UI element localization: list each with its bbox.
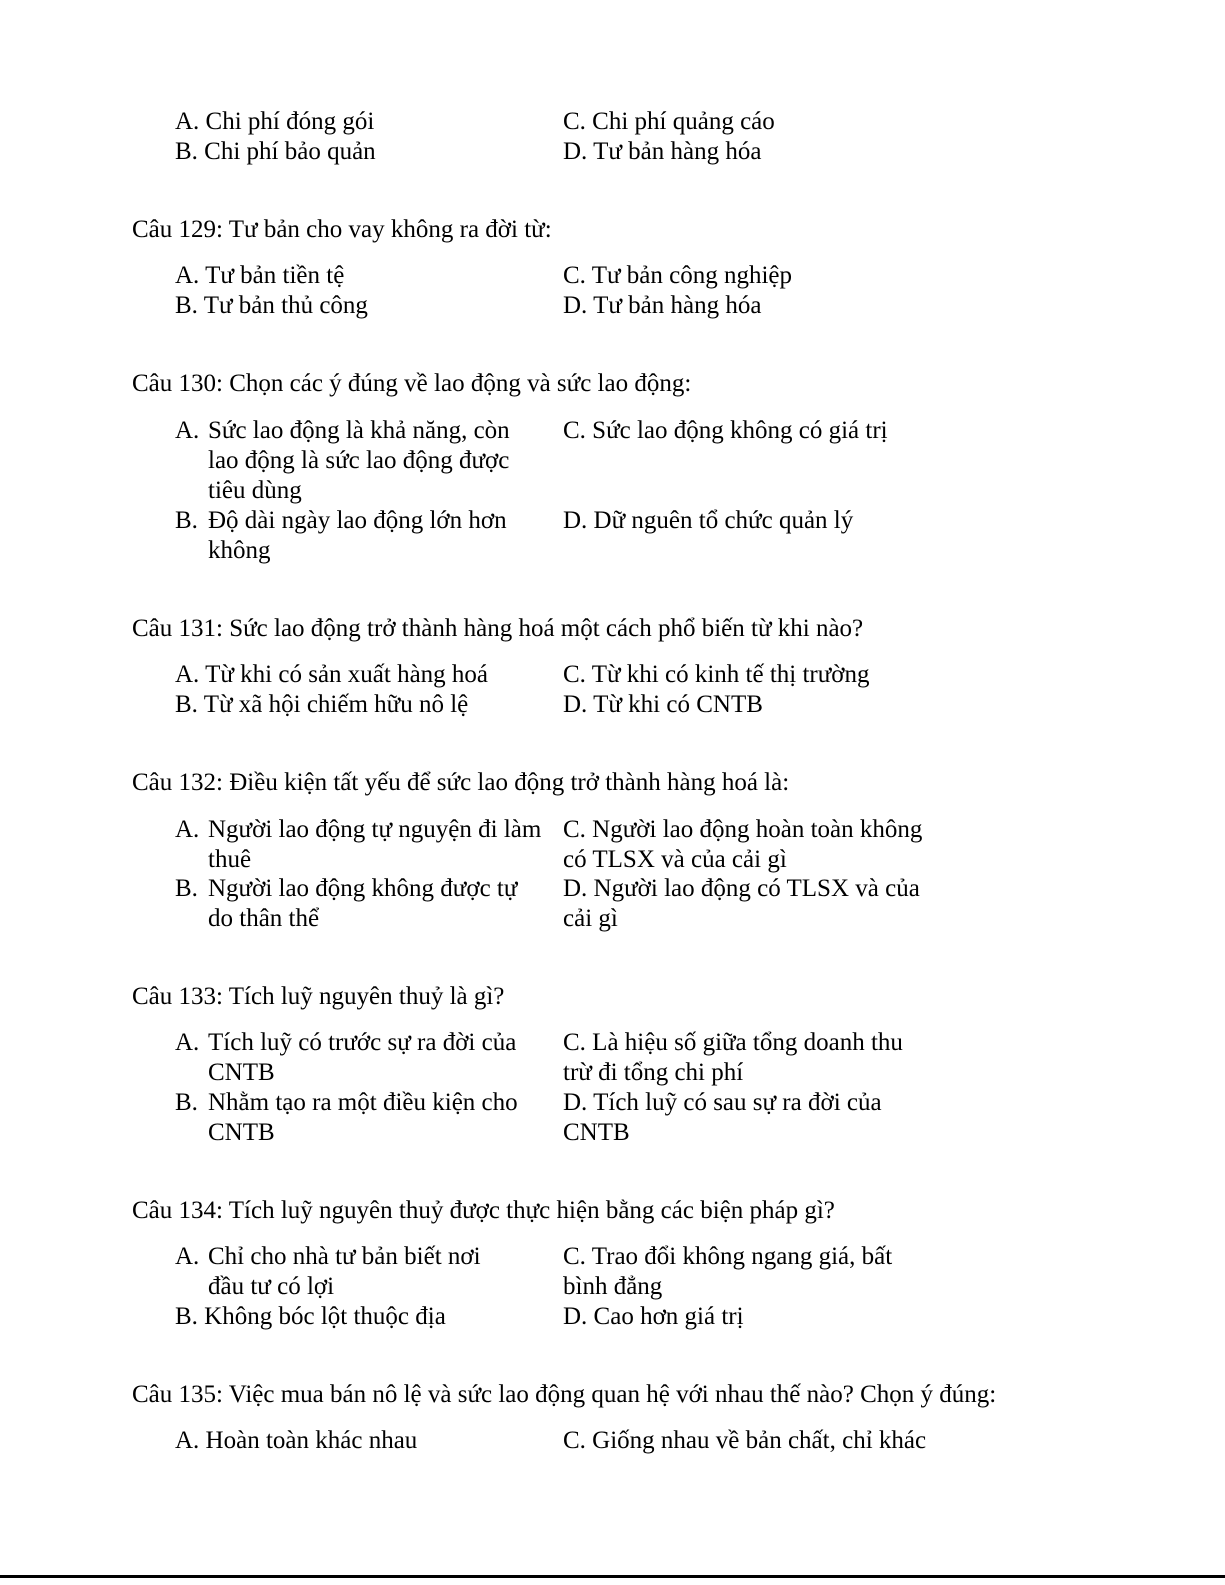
option-letter: A. <box>175 816 200 843</box>
option-a: A. Hoàn toàn khác nhau <box>175 1427 418 1454</box>
question-text: Câu 133: Tích luỹ nguyên thuỷ là gì? <box>132 983 505 1010</box>
option-letter: A. <box>175 1243 200 1270</box>
option-d: D. Từ khi có CNTB <box>563 691 763 718</box>
option-c: C. Sức lao động không có giá trị <box>563 417 888 444</box>
option-text: Người lao động tự nguyện đi làm thuê <box>208 816 542 873</box>
option-text: Chỉ cho nhà tư bản biết nơi đầu tư có lợi <box>208 1243 481 1300</box>
option-text: Sức lao động là khả năng, còn lao động là sức lao động được tiêu dùng <box>208 417 510 504</box>
option-a <box>175 416 527 506</box>
option-letter: B. <box>175 1089 198 1116</box>
option-a <box>175 815 545 875</box>
option-b: B. Chi phí bảo quản <box>175 138 376 165</box>
option-letter: A. <box>175 1029 200 1056</box>
option-a: A. Chi phí đóng gói <box>175 108 375 135</box>
option-text: Tích luỹ có trước sự ra đời của CNTB <box>208 1029 517 1086</box>
option-letter: A. <box>175 417 200 444</box>
option-d: D. Người lao động có TLSX và của cải gì <box>563 875 920 932</box>
question-text: Câu 135: Việc mua bán nô lệ và sức lao động quan hệ với nhau thế nào? Chọn ý đúng: <box>132 1381 997 1408</box>
option-c: C. Trao đổi không ngang giá, bất bình đẳng <box>563 1243 893 1300</box>
option-d: D. Tích luỹ có sau sự ra đời của CNTB <box>563 1089 882 1146</box>
option-b: B. Tư bản thủ công <box>175 292 368 319</box>
option-b <box>175 1088 545 1148</box>
question-text: Câu 130: Chọn các ý đúng về lao động và sức lao động: <box>132 370 692 397</box>
option-a: A. Từ khi có sản xuất hàng hoá <box>175 661 489 688</box>
question-text: Câu 131: Sức lao động trở thành hàng hoá một cách phổ biến từ khi nào? <box>132 615 864 642</box>
option-letter: B. <box>175 875 198 902</box>
option-b <box>175 874 545 934</box>
option-text: Người lao động không được tự do thân thể <box>208 875 518 932</box>
option-text: Độ dài ngày lao động lớn hơn không <box>208 507 507 564</box>
option-letter: B. <box>175 507 198 534</box>
option-b: B. Từ xã hội chiếm hữu nô lệ <box>175 691 469 718</box>
option-b <box>175 506 527 566</box>
page-bottom-rule <box>0 1575 1225 1578</box>
question-text: Câu 132: Điều kiện tất yếu để sức lao động trở thành hàng hoá là: <box>132 769 790 796</box>
option-b: B. Không bóc lột thuộc địa <box>175 1303 446 1330</box>
option-d: D. Tư bản hàng hóa <box>563 138 762 165</box>
option-c: C. Người lao động hoàn toàn không có TLSX và của cải gì <box>563 816 923 873</box>
option-d: D. Dữ nguên tổ chức quản lý <box>563 507 854 534</box>
option-c: C. Chi phí quảng cáo <box>563 108 775 135</box>
option-d: D. Cao hơn giá trị <box>563 1303 744 1330</box>
option-a: A. Tư bản tiền tệ <box>175 262 345 289</box>
option-a <box>175 1242 515 1302</box>
option-c: C. Giống nhau về bản chất, chỉ khác <box>563 1427 927 1454</box>
question-text: Câu 134: Tích luỹ nguyên thuỷ được thực hiện bằng các biện pháp gì? <box>132 1197 835 1224</box>
option-a <box>175 1028 545 1088</box>
option-c: C. Là hiệu số giữa tổng doanh thu trừ đi tổng chi phí <box>563 1029 903 1086</box>
option-d: D. Tư bản hàng hóa <box>563 292 762 319</box>
question-text: Câu 129: Tư bản cho vay không ra đời từ: <box>132 216 552 243</box>
option-c: C. Tư bản công nghiệp <box>563 262 793 289</box>
option-c: C. Từ khi có kinh tế thị trường <box>563 661 870 688</box>
option-text: Nhằm tạo ra một điều kiện cho CNTB <box>208 1089 518 1146</box>
